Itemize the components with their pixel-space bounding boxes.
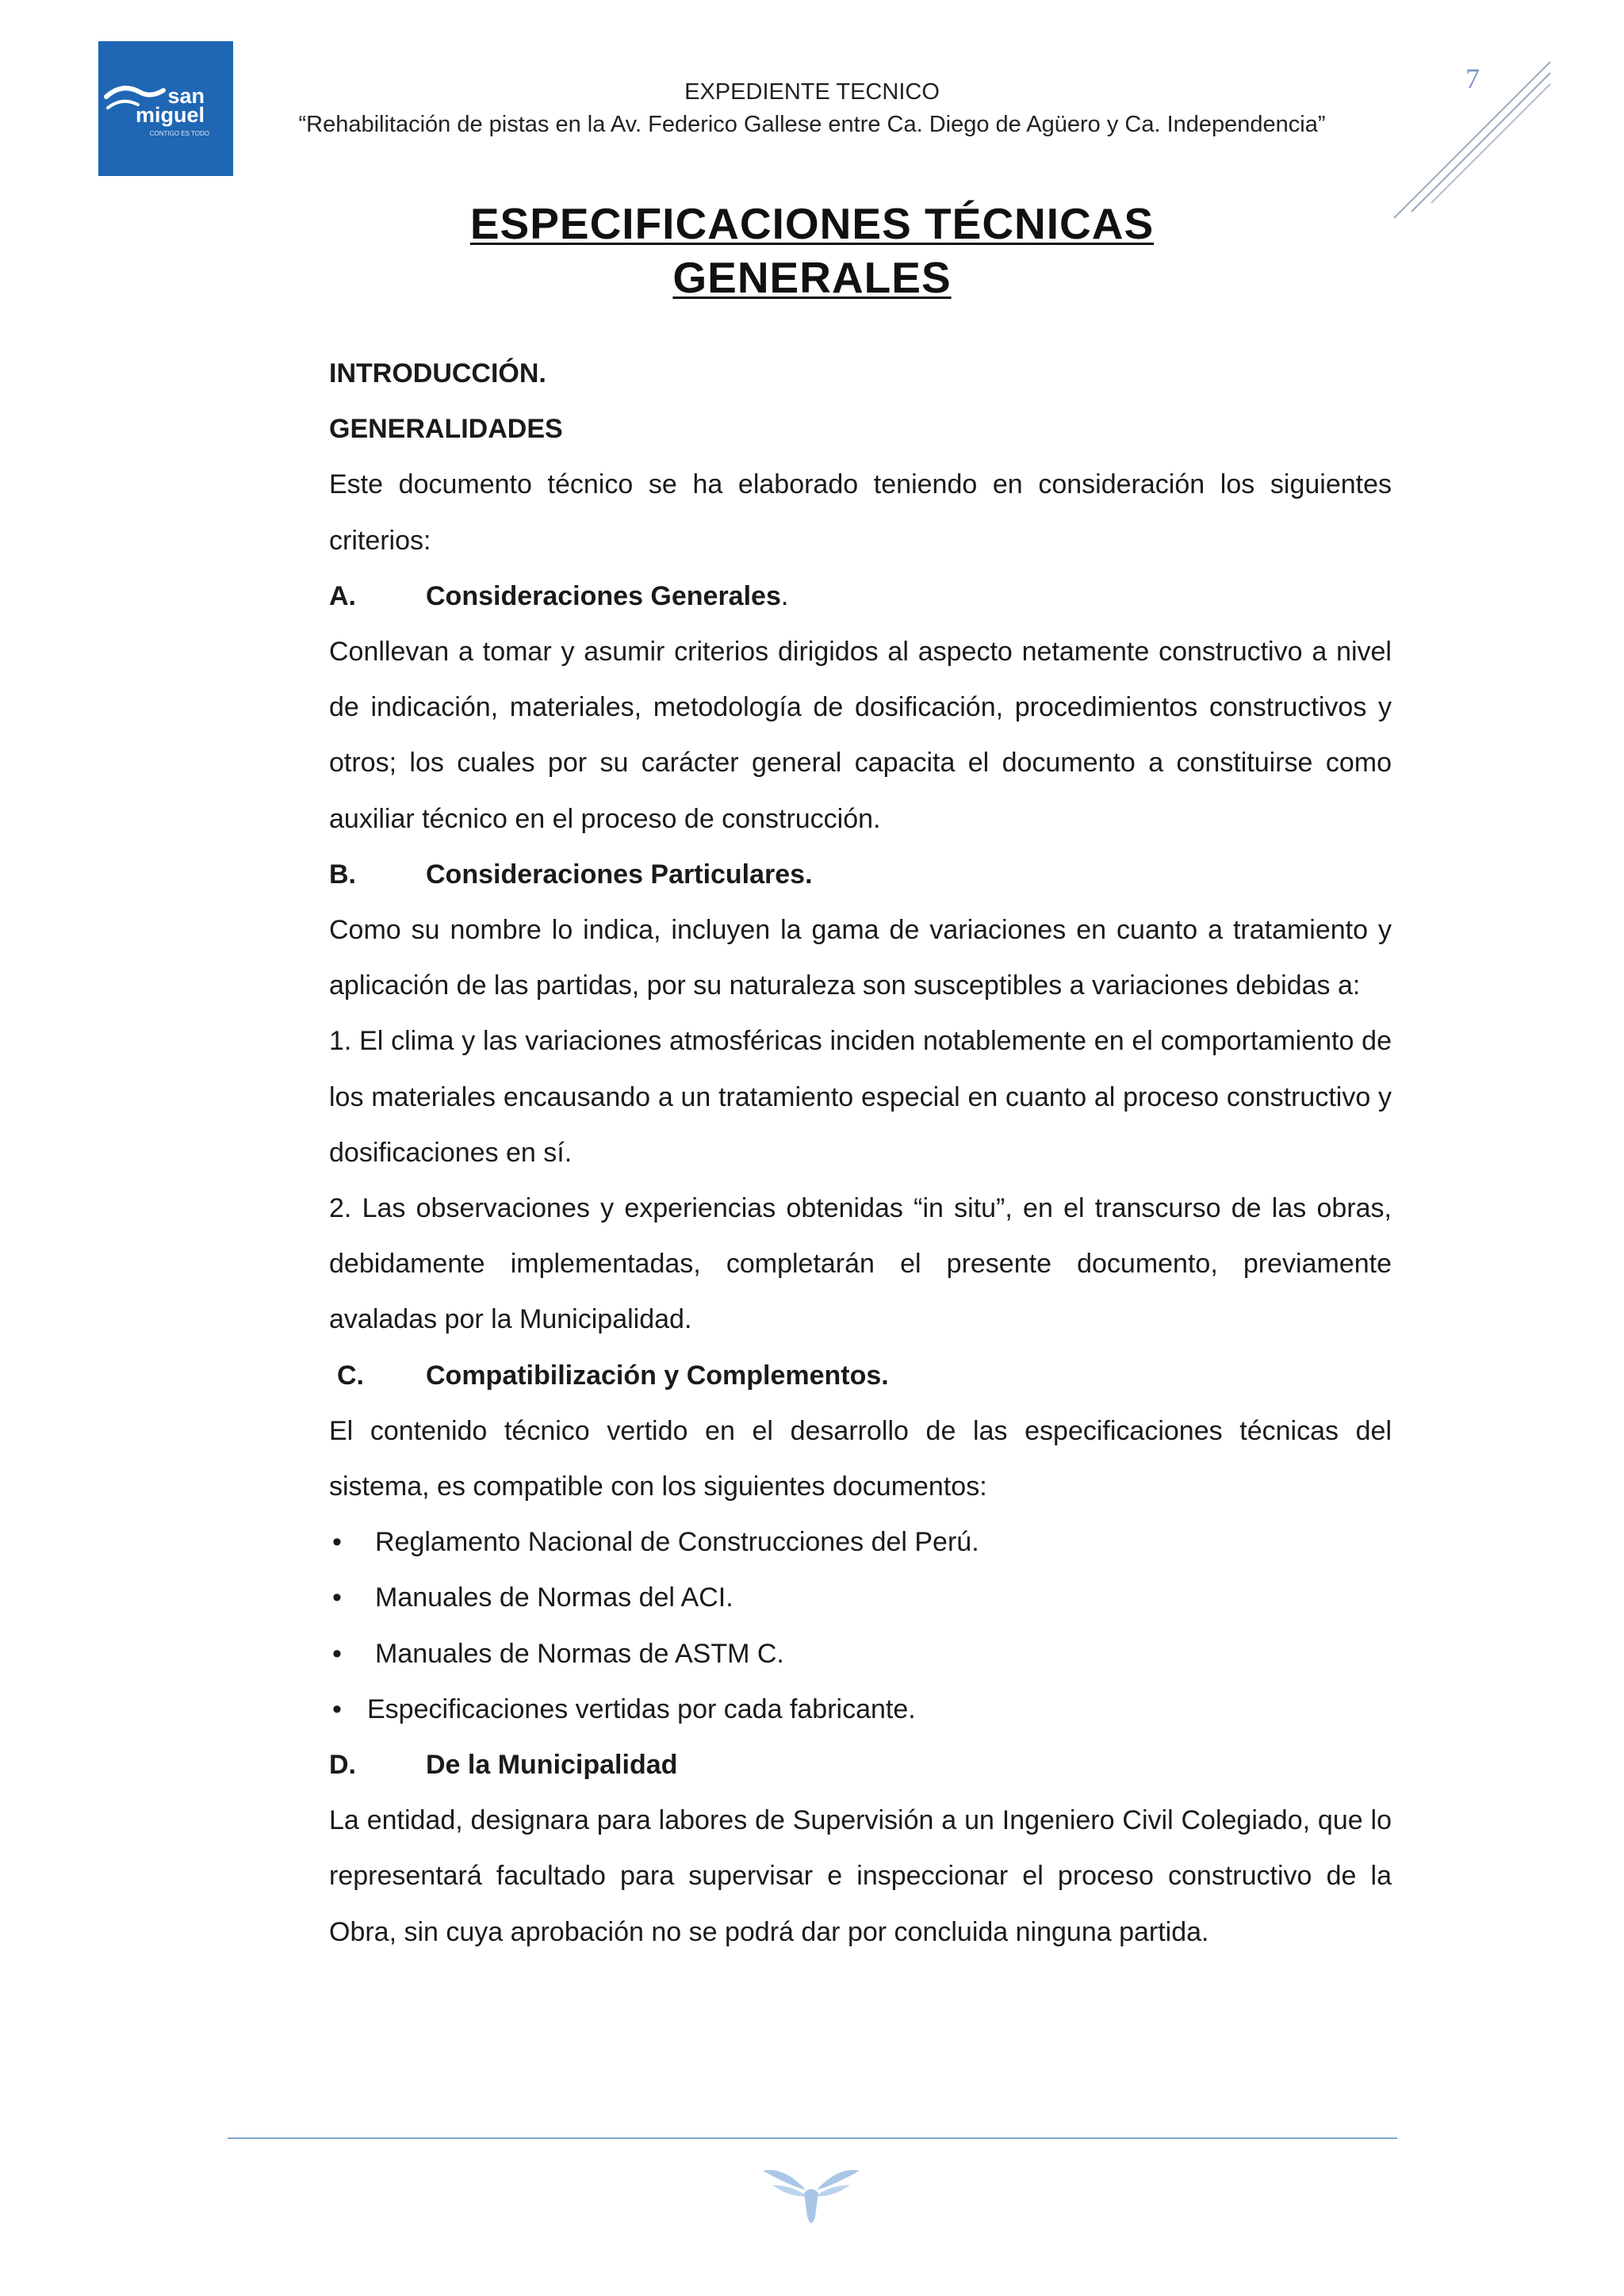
header-title: EXPEDIENTE TECNICO bbox=[684, 79, 940, 105]
logo-tagline: CONTIGO ES TODO bbox=[149, 130, 209, 137]
document-title-line2: GENERALES bbox=[672, 253, 952, 302]
logo-text-san: san bbox=[167, 84, 205, 108]
bullet-icon: • bbox=[332, 1638, 342, 1669]
san-miguel-logo bbox=[98, 41, 233, 176]
section-c-title: Compatibilización y Complementos. bbox=[426, 1360, 889, 1391]
section-a-title-suffix: . bbox=[780, 580, 789, 611]
section-d-heading bbox=[329, 1737, 1392, 1793]
document-title-line1: ESPECIFICACIONES TÉCNICAS bbox=[469, 199, 1155, 248]
logo-text-miguel: miguel bbox=[135, 103, 205, 127]
list-item-text: Especificaciones vertidas por cada fabricante. bbox=[367, 1693, 916, 1724]
section-a-text: Conllevan a tomar y asumir criterios dirigidos al aspecto netamente constructivo a nivel de indicación, materiales, metodología de dosificación, procedimientos constructivos y otros; los cuales por su carácter general capacita el documento a constituirse como auxiliar técnico en el proceso de construcción. bbox=[329, 637, 1392, 834]
section-a-title: Consideraciones Generales bbox=[426, 580, 781, 611]
generalidades-heading: GENERALIDADES bbox=[329, 414, 563, 445]
section-c-heading bbox=[329, 1348, 1392, 1403]
section-b-item-1: 1. El clima y las variaciones atmosféricas inciden notablemente en el comportamiento de los materiales encausando a un tratamiento especial en cuanto al proceso constructivo y dosificaciones en sí. bbox=[329, 1026, 1392, 1168]
page-number: 7 bbox=[1465, 63, 1480, 94]
list-item bbox=[329, 1682, 1392, 1737]
footer-divider bbox=[228, 2137, 1397, 2139]
list-item bbox=[329, 1626, 1392, 1682]
section-c-text: El contenido técnico vertido en el desarrollo de las especificaciones técnicas del sistema, es compatible con los siguientes documentos: bbox=[329, 1415, 1392, 1502]
section-b-item-2: 2. Las observaciones y experiencias obtenidas “in situ”, en el transcurso de las obras, debidamente implementadas, completarán el presente documento, previamente avaladas por la Municipalidad. bbox=[329, 1193, 1392, 1335]
section-d-label: D. bbox=[329, 1750, 356, 1781]
section-c-label: C. bbox=[337, 1360, 364, 1391]
list-item bbox=[329, 1514, 1392, 1570]
list-item-text: Manuales de Normas del ACI. bbox=[375, 1582, 733, 1613]
section-b-text: Como su nombre lo indica, incluyen la gama de variaciones en cuanto a tratamiento y aplicación de las partidas, por su naturaleza son susceptibles a variaciones debidas a: bbox=[329, 915, 1392, 1001]
section-b-label: B. bbox=[329, 859, 356, 890]
bird-logo-icon bbox=[760, 2161, 863, 2233]
section-a-label: A. bbox=[329, 580, 356, 611]
bullet-icon: • bbox=[332, 1527, 342, 1558]
section-d-title: De la Municipalidad bbox=[426, 1750, 678, 1781]
intro-heading: INTRODUCCIÓN. bbox=[329, 358, 546, 388]
section-d-text: La entidad, designara para labores de Supervisión a un Ingeniero Civil Colegiado, que lo representará facultado para supervisar e inspeccionar el proceso constructivo de la Obra, sin cuya aprobación no se podrá dar por concluida ninguna partida. bbox=[329, 1805, 1392, 1947]
section-b-title: Consideraciones Particulares. bbox=[426, 859, 813, 890]
document-title bbox=[0, 197, 1624, 304]
list-item bbox=[329, 1570, 1392, 1625]
header-subtitle: “Rehabilitación de pistas en la Av. Federico Gallese entre Ca. Diego de Agüero y Ca. Independencia” bbox=[298, 112, 1326, 137]
section-a-heading bbox=[329, 568, 1392, 624]
list-item-text: Manuales de Normas de ASTM C. bbox=[375, 1638, 784, 1669]
document-body bbox=[329, 346, 1392, 1960]
section-b-heading bbox=[329, 847, 1392, 902]
list-item-text: Reglamento Nacional de Construcciones del Perú. bbox=[375, 1527, 979, 1558]
bullet-icon: • bbox=[332, 1693, 342, 1724]
generalidades-text-line2: criterios: bbox=[329, 525, 431, 556]
bullet-icon: • bbox=[332, 1582, 342, 1613]
generalidades-text-line1: Este documento técnico se ha elaborado teniendo en consideración los siguientes bbox=[329, 469, 1392, 500]
